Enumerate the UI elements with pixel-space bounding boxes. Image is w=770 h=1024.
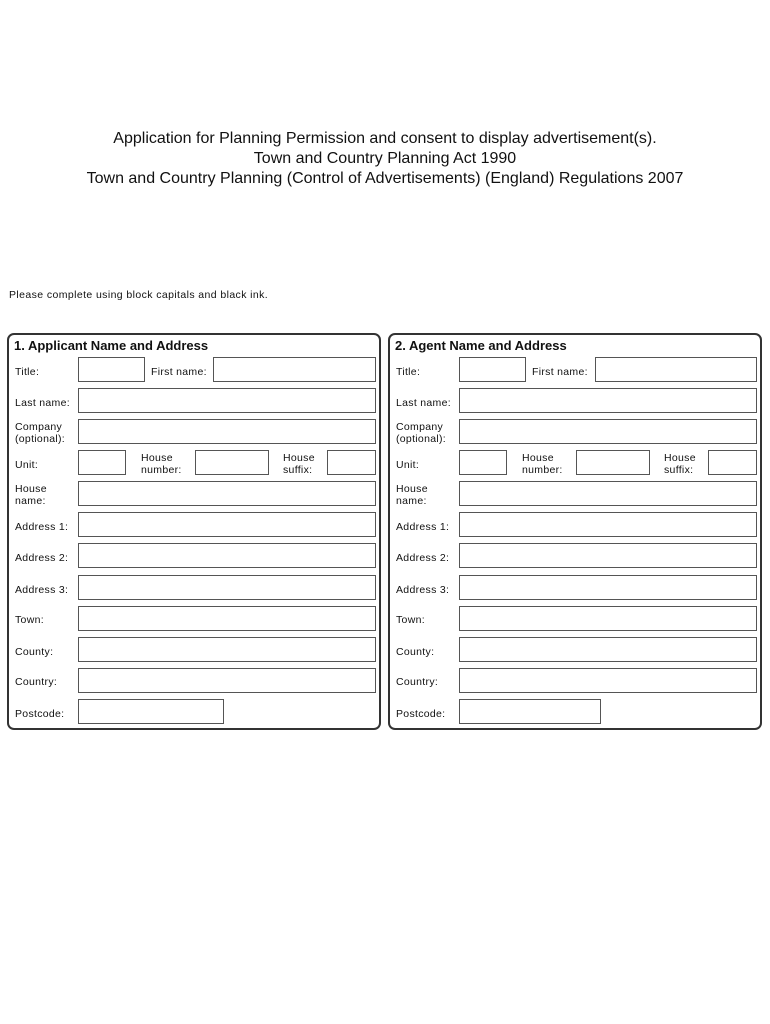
applicant-last-name-field[interactable] <box>78 388 376 413</box>
applicant-county-label: County: <box>15 646 54 658</box>
applicant-town-field[interactable] <box>78 606 376 631</box>
applicant-house-name-label-line2: name: <box>15 495 46 507</box>
agent-county-field[interactable] <box>459 637 757 662</box>
applicant-company-label: Company <box>15 421 63 433</box>
agent-company-field[interactable] <box>459 419 757 444</box>
applicant-first-name-label: First name: <box>151 366 207 378</box>
document-title <box>0 129 770 189</box>
agent-unit-label: Unit: <box>396 459 420 471</box>
applicant-house-suffix-field[interactable] <box>327 450 376 475</box>
applicant-house-number-label-line2: number: <box>141 464 182 476</box>
agent-last-name-field[interactable] <box>459 388 757 413</box>
applicant-last-name-label: Last name: <box>15 397 70 409</box>
applicant-house-number-field[interactable] <box>195 450 269 475</box>
applicant-postcode-field[interactable] <box>78 699 224 724</box>
agent-house-name-field[interactable] <box>459 481 757 506</box>
agent-house-number-label-line2: number: <box>522 464 563 476</box>
applicant-address2-field[interactable] <box>78 543 376 568</box>
applicant-house-name-field[interactable] <box>78 481 376 506</box>
applicant-address3-field[interactable] <box>78 575 376 600</box>
agent-section-title: 2. Agent Name and Address <box>395 338 567 353</box>
applicant-address1-field[interactable] <box>78 512 376 537</box>
agent-house-number-field[interactable] <box>576 450 650 475</box>
applicant-country-field[interactable] <box>78 668 376 693</box>
title-line-1: Application for Planning Permission and consent to display advertisement(s). <box>113 130 657 147</box>
applicant-house-number-label <box>141 452 182 476</box>
agent-title-field[interactable] <box>459 357 526 382</box>
applicant-section-title: 1. Applicant Name and Address <box>14 338 209 353</box>
title-line-3: Town and Country Planning (Control of Advertisements) (England) Regulations 2007 <box>86 170 684 187</box>
applicant-company-field[interactable] <box>78 419 376 444</box>
agent-house-name-label-line1: House <box>396 483 428 495</box>
agent-house-suffix-label <box>664 452 696 476</box>
agent-address3-label: Address 3: <box>396 584 450 596</box>
applicant-address1-label: Address 1: <box>15 521 69 533</box>
agent-address2-label: Address 2: <box>396 552 450 564</box>
agent-house-suffix-field[interactable] <box>708 450 757 475</box>
agent-last-name-label: Last name: <box>396 397 451 409</box>
agent-country-field[interactable] <box>459 668 757 693</box>
applicant-address2-label: Address 2: <box>15 552 69 564</box>
title-line-2: Town and Country Planning Act 1990 <box>253 150 517 167</box>
agent-section <box>388 333 762 730</box>
applicant-house-name-label-line1: House <box>15 483 47 495</box>
applicant-company-optional-label: (optional): <box>15 433 65 445</box>
agent-address1-label: Address 1: <box>396 521 450 533</box>
agent-town-field[interactable] <box>459 606 757 631</box>
applicant-title-label: Title: <box>15 366 40 378</box>
agent-postcode-field[interactable] <box>459 699 601 724</box>
agent-company-optional-label: (optional): <box>396 433 446 445</box>
agent-first-name-label: First name: <box>532 366 588 378</box>
applicant-county-field[interactable] <box>78 637 376 662</box>
applicant-unit-label: Unit: <box>15 459 39 471</box>
agent-town-label: Town: <box>396 614 425 626</box>
agent-house-name-label <box>396 483 428 507</box>
agent-company-label: Company <box>396 421 444 433</box>
agent-country-label: Country: <box>396 676 439 688</box>
applicant-first-name-field[interactable] <box>213 357 376 382</box>
applicant-house-suffix-label <box>283 452 315 476</box>
agent-house-number-label-line1: House <box>522 452 554 464</box>
agent-postcode-label: Postcode: <box>396 708 446 720</box>
applicant-title-field[interactable] <box>78 357 145 382</box>
applicant-house-number-label-line1: House <box>141 452 173 464</box>
agent-house-suffix-label-line2: suffix: <box>664 464 694 476</box>
applicant-section <box>7 333 381 730</box>
applicant-house-suffix-label-line2: suffix: <box>283 464 313 476</box>
applicant-postcode-label: Postcode: <box>15 708 65 720</box>
applicant-country-label: Country: <box>15 676 58 688</box>
applicant-house-name-label <box>15 483 47 507</box>
applicant-town-label: Town: <box>15 614 44 626</box>
agent-address3-field[interactable] <box>459 575 757 600</box>
agent-house-name-label-line2: name: <box>396 495 427 507</box>
applicant-unit-field[interactable] <box>78 450 126 475</box>
instruction-text: Please complete using block capitals and black ink. <box>9 289 269 301</box>
agent-house-number-label <box>522 452 563 476</box>
agent-first-name-field[interactable] <box>595 357 757 382</box>
agent-house-suffix-label-line1: House <box>664 452 696 464</box>
agent-address2-field[interactable] <box>459 543 757 568</box>
agent-unit-field[interactable] <box>459 450 507 475</box>
applicant-house-suffix-label-line1: House <box>283 452 315 464</box>
agent-county-label: County: <box>396 646 435 658</box>
applicant-address3-label: Address 3: <box>15 584 69 596</box>
agent-title-label: Title: <box>396 366 421 378</box>
agent-address1-field[interactable] <box>459 512 757 537</box>
